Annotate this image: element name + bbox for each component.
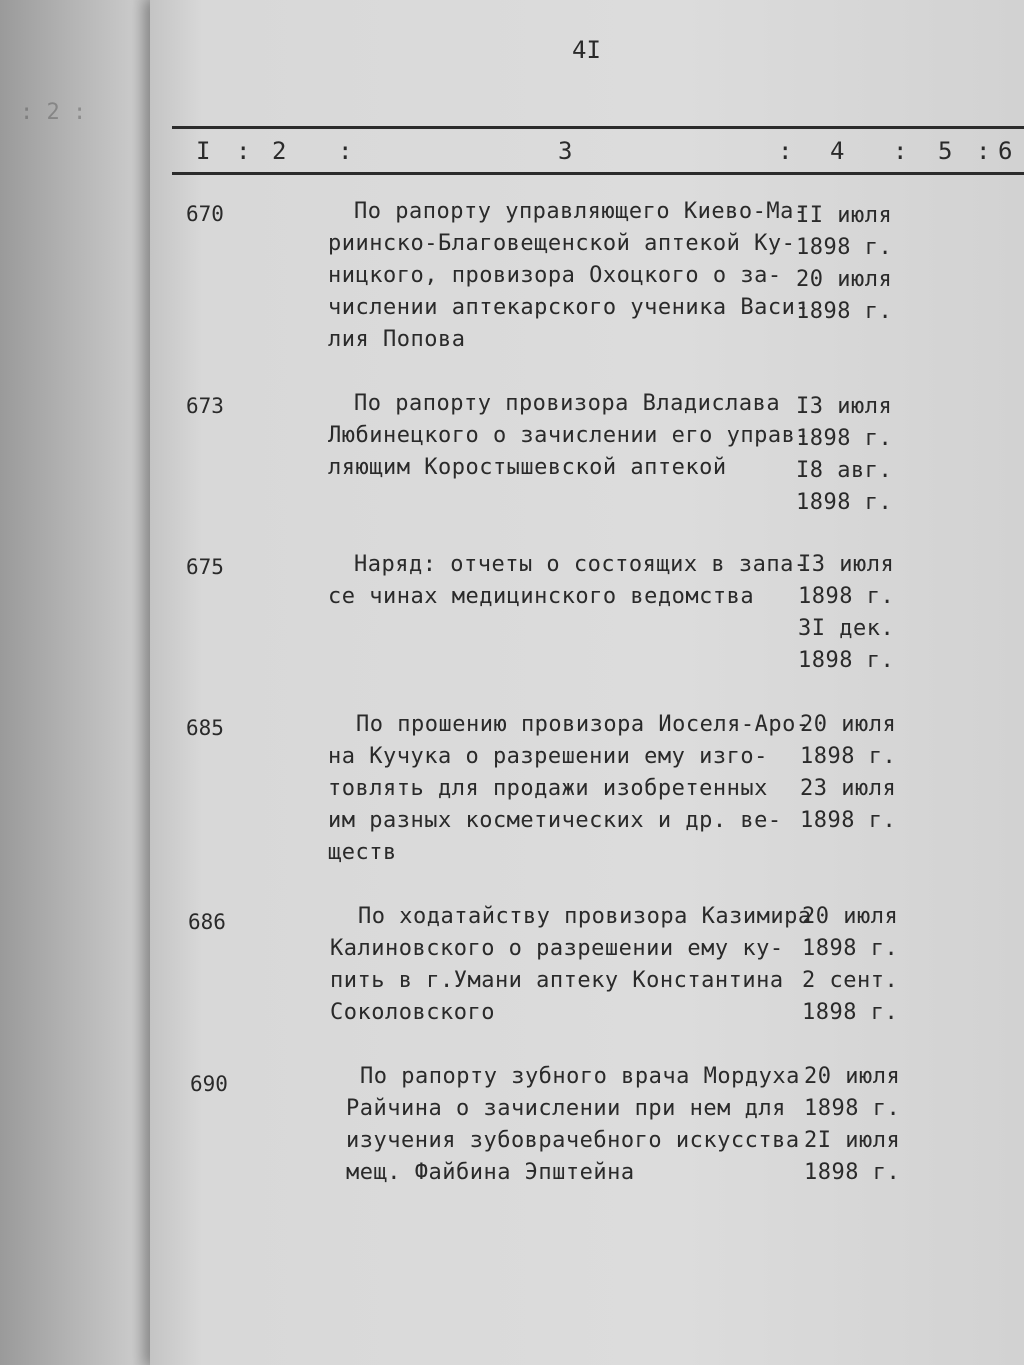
entry-number: 685: [186, 716, 224, 740]
entry-text-line: По ходатайству провизора Казимира: [358, 904, 812, 929]
entry-text-line: ницкого, провизора Охоцкого о за-: [328, 263, 782, 288]
entry-text-line: Соколовского: [330, 1000, 495, 1025]
entry-date-line: 23 июля: [800, 776, 897, 801]
header-rule-top: [172, 126, 1024, 129]
entry-date-line: 1898 г.: [796, 426, 893, 451]
entry-text-line: По прошению провизора Иоселя-Аро-: [356, 712, 810, 737]
entry-date-line: 20 июля: [804, 1064, 901, 1089]
entry-date-line: 20 июля: [800, 712, 897, 737]
entry-date-line: 2 сент.: [802, 968, 899, 993]
entry-date-line: 1898 г.: [796, 235, 893, 260]
column-separator: :: [778, 137, 793, 165]
entry-text-line: числении аптекарского ученика Васи-: [328, 295, 810, 320]
entry-number: 690: [190, 1072, 228, 1096]
entry-date-line: 1898 г.: [796, 490, 893, 515]
entry-date-line: 1898 г.: [804, 1160, 901, 1185]
entry-text-line: По рапорту зубного врача Мордуха: [360, 1064, 800, 1089]
entry-text-line: ляющим Коростышевской аптекой: [328, 455, 727, 480]
entry-date-line: I3 июля: [796, 394, 893, 419]
entry-text-line: пить в г.Умани аптеку Константина: [330, 968, 784, 993]
entry-text-line: ществ: [328, 840, 397, 865]
entry-date-line: I8 авг.: [796, 458, 893, 483]
column-header-2: 2: [272, 137, 287, 165]
entry-date-line: 20 июля: [796, 267, 893, 292]
entry-date-line: 1898 г.: [802, 1000, 899, 1025]
column-separator: :: [976, 137, 991, 165]
entry-text-line: Калиновского о разрешении ему ку-: [330, 936, 784, 961]
entry-text-line: товлять для продажи изобретенных: [328, 776, 768, 801]
entry-date-line: 1898 г.: [802, 936, 899, 961]
column-header-3: 3: [558, 137, 573, 165]
entry-text-line: По рапорту управляющего Киево-Ма-: [354, 199, 808, 224]
entry-date-line: 20 июля: [802, 904, 899, 929]
entry-text-line: По рапорту провизора Владислава: [354, 391, 781, 416]
entry-text-line: на Кучука о разрешении ему изго-: [328, 744, 768, 769]
column-separator: :: [236, 137, 251, 165]
entry-number: 670: [186, 202, 224, 226]
entry-text-line: Наряд: отчеты о состоящих в запа-: [354, 552, 808, 577]
entry-text-line: Любинецкого о зачислении его управ-: [328, 423, 810, 448]
entry-number: 673: [186, 394, 224, 418]
entry-number: 686: [188, 910, 226, 934]
entry-text-line: Райчина о зачислении при нем для: [346, 1096, 786, 1121]
entry-date-line: II июля: [796, 203, 893, 228]
previous-page-edge: : 2 :: [0, 0, 165, 1365]
column-header-1: I: [196, 137, 211, 165]
entry-text-line: се чинах медицинского ведомства: [328, 584, 755, 609]
page-number: 4I: [572, 36, 601, 64]
entry-number: 675: [186, 555, 224, 579]
entry-date-line: 1898 г.: [804, 1096, 901, 1121]
entry-date-line: 1898 г.: [798, 584, 895, 609]
column-separator: :: [893, 137, 908, 165]
column-header-5: 5: [938, 137, 953, 165]
column-separator: :: [338, 137, 353, 165]
entry-text-line: изучения зубоврачебного искусства: [346, 1128, 800, 1153]
entry-text-line: риинско-Благовещенской аптекой Ку-: [328, 231, 796, 256]
column-header-6: 6: [998, 137, 1013, 165]
entry-date-line: 1898 г.: [796, 299, 893, 324]
entry-text-line: лия Попова: [328, 327, 466, 352]
entry-text-line: им разных косметических и др. ве-: [328, 808, 782, 833]
column-header-4: 4: [830, 137, 845, 165]
entry-date-line: 1898 г.: [800, 744, 897, 769]
entry-date-line: 2I июля: [804, 1128, 901, 1153]
entry-date-line: I3 июля: [798, 552, 895, 577]
entry-date-line: 1898 г.: [798, 648, 895, 673]
entry-text-line: мещ. Файбина Эпштейна: [346, 1160, 635, 1185]
entry-date-line: 1898 г.: [800, 808, 897, 833]
entry-date-line: 3I дек.: [798, 616, 895, 641]
header-rule-bottom: [172, 172, 1024, 175]
